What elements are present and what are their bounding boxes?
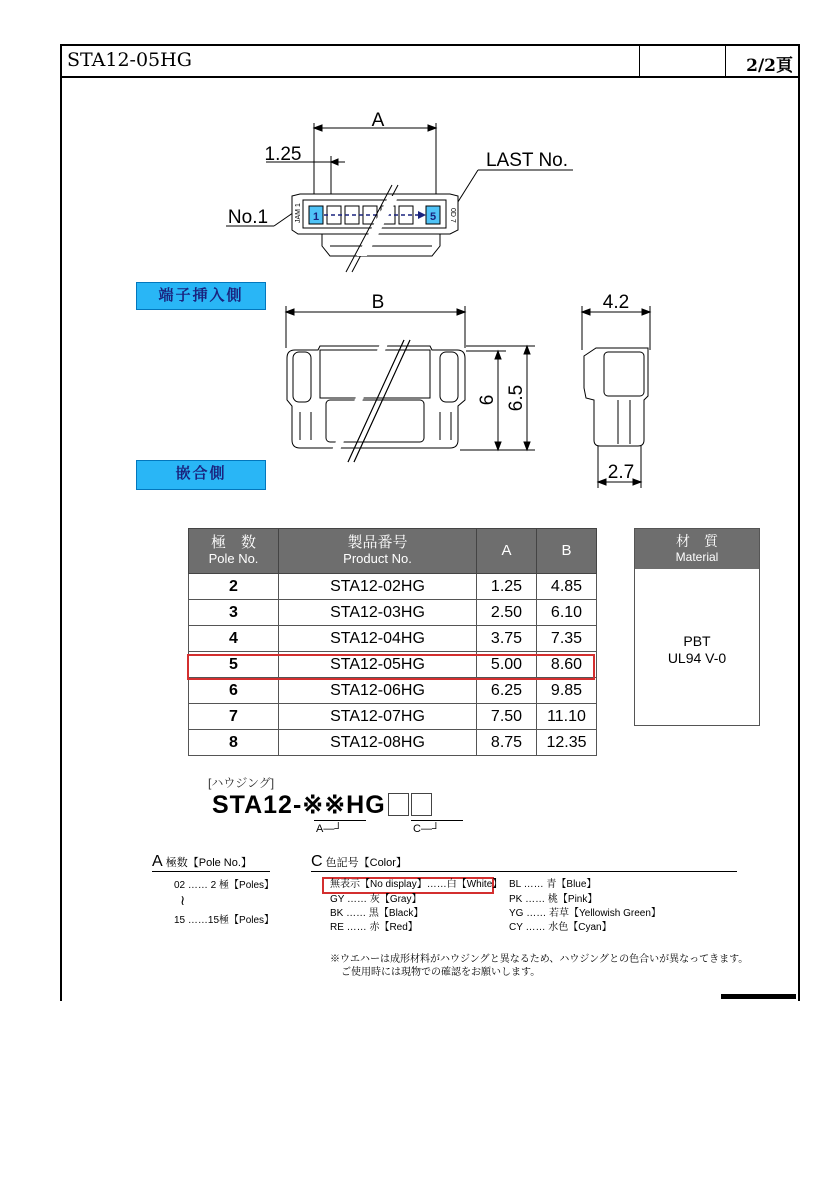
cell-a: 7.50 — [477, 704, 537, 730]
table-row — [189, 730, 597, 756]
dim-pitch-label: 1.25 — [264, 144, 302, 165]
underline-a — [314, 820, 366, 821]
dim-2-7-label: 2.7 — [607, 462, 635, 483]
cell-b: 9.85 — [537, 678, 597, 704]
legend-a-line2: 15 ……15極【Poles】 — [174, 915, 275, 926]
cell-b: 12.35 — [537, 730, 597, 756]
cell-pole: 8 — [189, 730, 279, 756]
note-line-2: ご使用時には現物での確認をお願いします。 — [341, 967, 541, 978]
mark-right-label: 0D 7 — [449, 208, 456, 223]
underline-c — [411, 820, 463, 821]
legend-a-line1: 02 …… 2 極【Poles】 — [174, 880, 275, 891]
highlight-box — [187, 654, 595, 680]
legend-c-left-3: RE …… 赤【Red】 — [330, 922, 418, 933]
part-number-scheme — [212, 790, 432, 820]
material-header-jp: 材 質 — [676, 533, 718, 549]
cell-pole: 6 — [189, 678, 279, 704]
legend-a-rule — [152, 871, 270, 872]
legend-a-title — [152, 853, 252, 871]
mating-side-tag: 嵌合側 — [136, 460, 266, 490]
under-c-label: C―┘ — [413, 823, 440, 835]
dim-a-label: A — [371, 110, 385, 131]
cell-pole: 3 — [189, 600, 279, 626]
material-box — [634, 528, 760, 726]
dim-6-5-label: 6.5 — [506, 384, 527, 412]
insertion-side-tag: 端子挿入側 — [136, 282, 266, 310]
table-row — [189, 678, 597, 704]
pin-first-label: 1 — [312, 211, 320, 223]
col-pole-en: Pole No. — [208, 551, 259, 566]
legend-c-text: 色記号【Color】 — [325, 857, 407, 869]
legend-c-right-3: CY …… 水色【Cyan】 — [509, 922, 612, 933]
table-row — [189, 574, 597, 600]
legend-c-right-0: BL …… 青【Blue】 — [509, 879, 597, 890]
cell-b: 6.10 — [537, 600, 597, 626]
legend-c-left-2: BK …… 黒【Black】 — [330, 908, 424, 919]
cell-product: STA12-05HG — [279, 652, 477, 678]
material-header — [635, 529, 759, 569]
table-row — [189, 626, 597, 652]
col-product-jp: 製品番号 — [347, 534, 408, 551]
pn-mid: ※※HG — [302, 791, 386, 819]
legend-c-right-1: PK …… 桃【Pink】 — [509, 894, 598, 905]
bottom-border-segment — [721, 994, 796, 999]
legend-c-letter: C — [311, 853, 323, 870]
cell-a: 8.75 — [477, 730, 537, 756]
dim-6-label: 6 — [477, 394, 498, 406]
cell-b: 7.35 — [537, 626, 597, 652]
material-header-en: Material — [675, 550, 719, 564]
note-line-1: ※ウエハーは成形材料がハウジングと異なるため、ハウジングとの色合いが異なってきます。 — [330, 954, 749, 965]
front-side-view-drawing — [0, 290, 835, 500]
col-product-en: Product No. — [343, 551, 412, 566]
cell-a: 5.00 — [477, 652, 537, 678]
housing-caption: [ハウジング] — [208, 776, 275, 790]
cell-pole: 5 — [189, 652, 279, 678]
product-table — [188, 528, 597, 756]
cell-a: 6.25 — [477, 678, 537, 704]
pn-box-1 — [388, 793, 409, 816]
table-row — [189, 704, 597, 730]
cell-a: 3.75 — [477, 626, 537, 652]
cell-pole: 4 — [189, 626, 279, 652]
dim-b-label: B — [371, 292, 385, 313]
no1-label: No.1 — [227, 207, 269, 228]
material-value-1: PBT — [683, 633, 711, 649]
material-value-2: UL94 V-0 — [667, 650, 727, 666]
col-pole-header — [189, 529, 279, 574]
dim-4-2-label: 4.2 — [602, 292, 630, 313]
cell-a: 2.50 — [477, 600, 537, 626]
pn-box-2 — [411, 793, 432, 816]
material-value — [635, 633, 759, 667]
cell-product: STA12-08HG — [279, 730, 477, 756]
cell-b: 11.10 — [537, 704, 597, 730]
last-no-label: LAST No. — [485, 150, 569, 171]
col-product-header — [279, 529, 477, 574]
pn-prefix: STA12- — [212, 791, 303, 819]
cell-product: STA12-04HG — [279, 626, 477, 652]
cell-product: STA12-07HG — [279, 704, 477, 730]
model-number: STA12-05HG — [67, 49, 192, 71]
cell-product: STA12-02HG — [279, 574, 477, 600]
legend-c-left-0: 無表示【No display】……白【White】 — [330, 879, 503, 890]
legend-a-text: 極数【Pole No.】 — [165, 857, 252, 869]
cell-product: STA12-06HG — [279, 678, 477, 704]
cell-pole: 2 — [189, 574, 279, 600]
cell-b: 4.85 — [537, 574, 597, 600]
legend-c-title — [311, 853, 407, 871]
cell-pole: 7 — [189, 704, 279, 730]
legend-c-left-1: GY …… 灰【Gray】 — [330, 894, 422, 905]
legend-c-right-2: YG …… 若草【Yellowish Green】 — [509, 908, 661, 919]
mark-left-label: JAM 1 — [295, 203, 302, 223]
col-b-header: B — [537, 529, 597, 574]
col-pole-jp: 極 数 — [210, 534, 256, 551]
table-row — [189, 600, 597, 626]
page-number: 2/2頁 — [746, 56, 793, 76]
cell-a: 1.25 — [477, 574, 537, 600]
legend-c-rule — [311, 871, 737, 872]
col-a-header: A — [477, 529, 537, 574]
cell-product: STA12-03HG — [279, 600, 477, 626]
under-a-label: A―┘ — [316, 823, 343, 835]
pin-last-label: 5 — [429, 211, 437, 223]
legend-a-tilde: ≀ — [180, 892, 186, 908]
cell-b: 8.60 — [537, 652, 597, 678]
legend-a-letter: A — [152, 853, 163, 870]
